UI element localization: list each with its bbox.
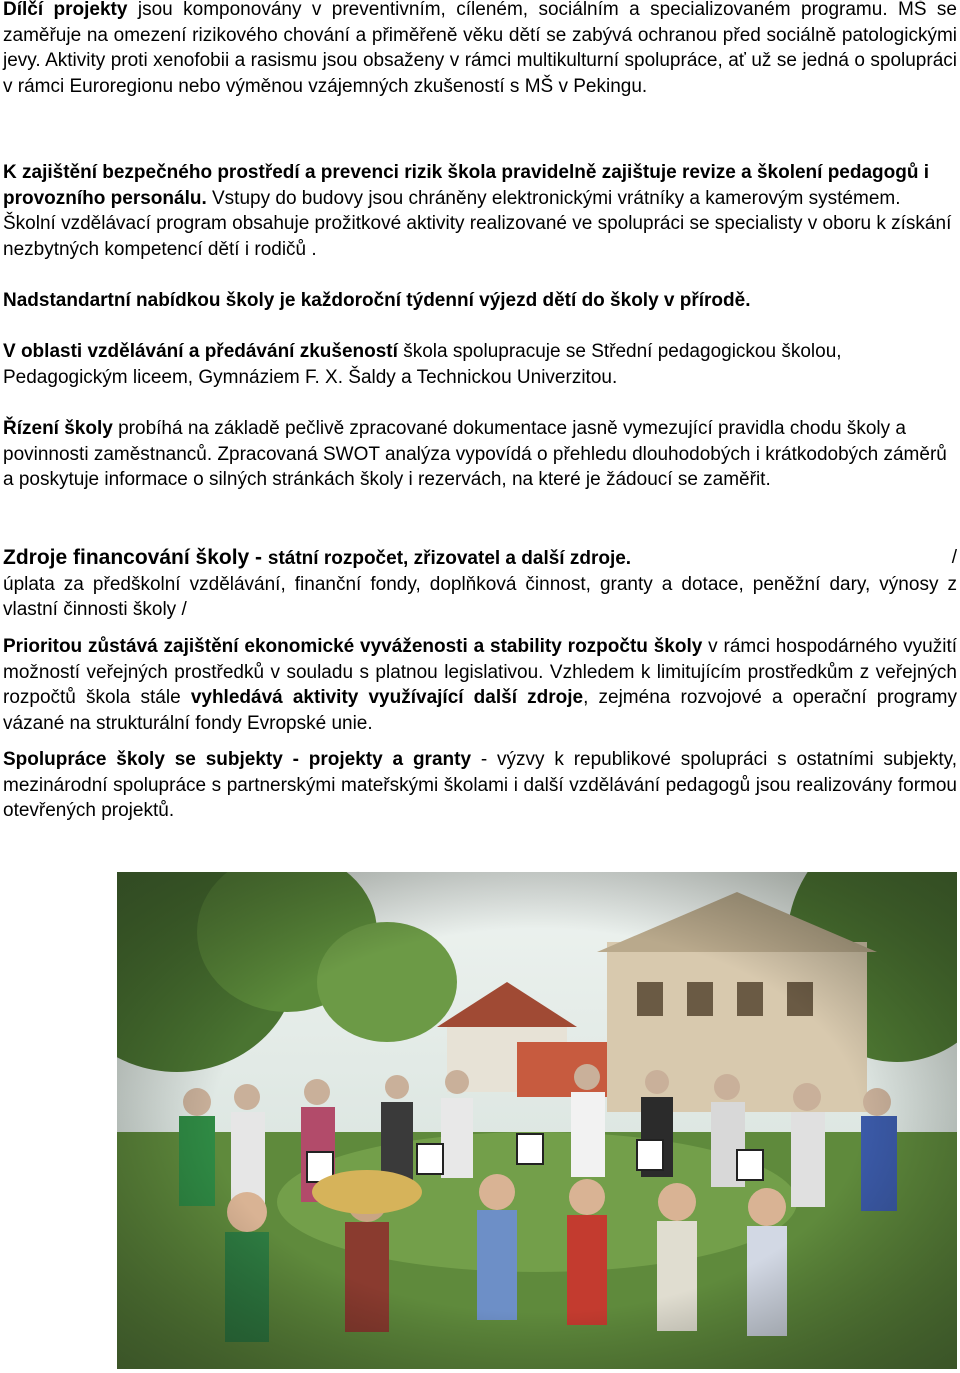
bold-lead: V oblasti vzdělávání a předávání zkušeností (3, 341, 398, 362)
bold-lead: Spolupráce školy se subjekty - projekty a granty (3, 749, 472, 770)
paragraph-text-2: , zejména rozvojové a operační programy vázané na strukturální fondy Evropské unie. (3, 687, 958, 734)
paragraph-priority (3, 634, 957, 736)
paragraph-text: škola spolupracuje se Střední pedagogickou školou, Pedagogickým liceem, Gymnáziem F. X. Šaldy a Technickou Univerzitou. (3, 341, 842, 388)
bold-lead: Zdroje financování školy - (3, 546, 268, 569)
paragraph-text: úplata za předškolní vzdělávání, finanční fondy, doplňková činnost, granty a dotace, peněžní dary, výnosy z vlastní činnosti školy / (3, 573, 957, 620)
paragraph-text: - výzvy k republikové spolupráci s ostatními subjekty, mezinárodní spolupráce s partnerskými mateřskými školami i další vzdělávání pedagogů jsou realizovány formou otevřených projektů. (3, 749, 957, 821)
paragraph-text: v rámci hospodárného využití možností veřejných prostředků v souladu s platnou legislativou. Vzhledem k limitujícím prostředkům z veřejných rozpočtů škola stále (3, 636, 957, 708)
bold-lead: K zajištění bezpečného prostředí a prevenci rizik škola pravidelně zajištuje revize a školení pedagogů i provozního personálu. (3, 162, 930, 209)
bold-lead-2: státní rozpočet, zřizovatel a další zdroje. (267, 548, 632, 569)
photo-children-circle (117, 872, 957, 1369)
paragraph-education (3, 339, 957, 390)
paragraph-sub-projects (3, 0, 957, 99)
bold-lead: Prioritou zůstává zajištění ekonomické vyváženosti a stability rozpočtu školy (3, 636, 703, 657)
paragraph-safety (3, 160, 957, 262)
bold-lead: Nadstandartní nabídkou školy je každoroční týdenní výjezd dětí do školy v přírodě. (3, 290, 751, 311)
paragraph-text: probíhá na základě pečlivě zpracované dokumentace jasně vymezující pravidla chodu školy a povinnosti zaměstnanců. Zpracovaná SWOT analýza vypovídá o přehledu dlouhodobých i krátkodobých záměrů a poskytuje informace o silných stránkách školy i rezervách, na které je žádoucí se zaměřit. (3, 418, 947, 490)
paragraph-nature-school (3, 288, 751, 314)
slash-mark: / (951, 547, 957, 568)
bold-inline: vyhledává aktivity využívající další zdroje (190, 687, 584, 708)
paragraph-text: Vstupy do budovy jsou chráněny elektronickými vrátníky a kamerovým systémem. Školní vzdělávací program obsahuje prožitkové aktivity realizované ve spolupráci se specialisty v oboru k získání nezbytných kompetencí dětí i rodičů . (3, 187, 952, 260)
photo-icon (117, 872, 957, 1369)
paragraph-cooperation (3, 747, 957, 824)
paragraph-financing (3, 545, 957, 623)
bold-lead: Řízení školy (3, 418, 113, 439)
bold-lead: Dílčí projekty (3, 0, 128, 20)
paragraph-text: jsou komponovány v preventivním, cíleném, sociálním a specializovaném programu. MŠ se zaměřuje na omezení rizikového chování a přiměřeně věku dětí se zabývá ochranou před sociálně patologickými jevy. Aktivity proti xenofobii a rasismu jsou obsaženy v rámci multikulturní spolupráce, ať už se jedná o spolupráci v rámci Euroregionu nebo výměnou vzájemných zkušeností s MŠ v Pekingu. (3, 0, 957, 97)
paragraph-management (3, 416, 957, 493)
